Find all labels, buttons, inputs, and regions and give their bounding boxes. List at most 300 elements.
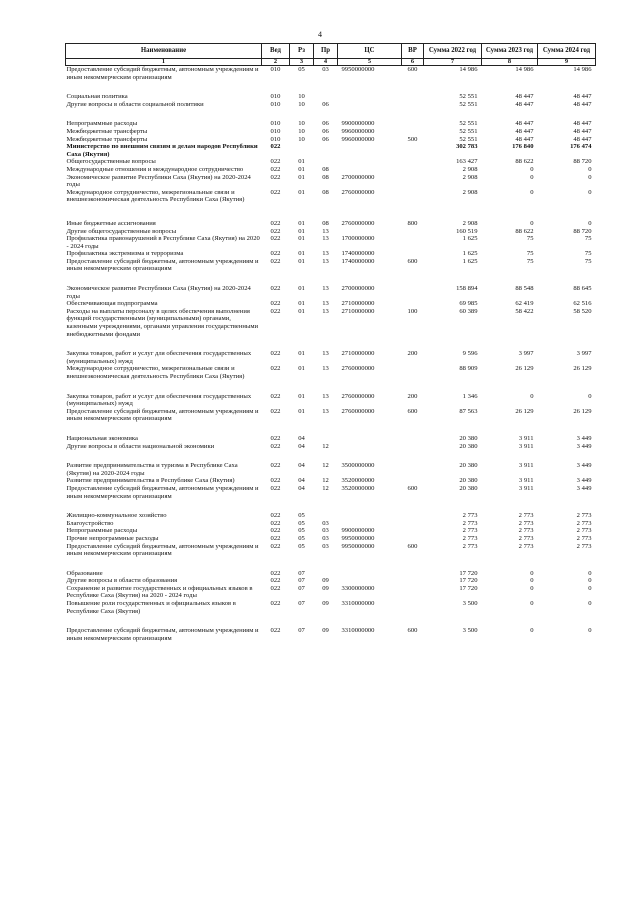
row-sum-2022: 2 773 bbox=[462, 534, 478, 542]
row-vr: 600 bbox=[407, 484, 418, 492]
row-pr: 13 bbox=[322, 407, 329, 415]
row-pr: 13 bbox=[322, 250, 329, 258]
row-rz: 10 bbox=[298, 127, 305, 135]
row-name: Международное сотрудничество, межрегиональные связи и внешнеэкономическая деятельность Республики Саха (Якутия) bbox=[66, 188, 245, 204]
row-pr: 08 bbox=[322, 173, 329, 181]
row-vr: 600 bbox=[407, 542, 418, 550]
row-ved: 010 bbox=[270, 93, 281, 101]
row-rz: 07 bbox=[298, 577, 305, 585]
row-rz: 01 bbox=[298, 285, 305, 293]
row-sum-2023: 62 419 bbox=[515, 300, 534, 308]
row-name: Межбюджетные трансферты bbox=[66, 135, 148, 143]
row-sum-2023: 75 bbox=[526, 250, 534, 258]
row-vr bbox=[402, 143, 424, 158]
row-pr: 13 bbox=[322, 257, 329, 265]
row-sum-2023: 0 bbox=[530, 627, 534, 635]
row-cs bbox=[338, 143, 402, 158]
row-pr: 13 bbox=[322, 235, 329, 243]
table-row bbox=[66, 143, 596, 158]
row-name: Закупка товаров, работ и услуг для обеспечения государственных (муниципальных) нужд bbox=[66, 350, 252, 365]
header-row bbox=[66, 44, 596, 59]
row-sum-2024: 0 bbox=[588, 584, 592, 592]
row-pr bbox=[314, 93, 338, 101]
row-sum-2023: 0 bbox=[530, 188, 534, 196]
row-vr bbox=[402, 120, 424, 128]
row-ved: 022 bbox=[270, 219, 281, 227]
row-sum-2023: 2 773 bbox=[518, 512, 534, 520]
row-sum-2022: 2 908 bbox=[462, 173, 478, 181]
row-pr bbox=[314, 143, 338, 158]
row-name: Образование bbox=[66, 569, 103, 577]
row-rz: 01 bbox=[298, 219, 305, 227]
budget-table bbox=[65, 43, 596, 642]
row-rz: 01 bbox=[298, 227, 305, 235]
row-sum-2022: 9 596 bbox=[462, 350, 478, 358]
row-sum-2022: 87 563 bbox=[459, 407, 478, 415]
table-row bbox=[66, 93, 596, 101]
table-row bbox=[66, 477, 596, 485]
table-row bbox=[66, 120, 596, 128]
row-cs bbox=[338, 443, 402, 463]
row-sum-2023: 88 622 bbox=[515, 158, 534, 166]
table-row bbox=[66, 66, 596, 94]
table-row bbox=[66, 435, 596, 443]
row-pr: 03 bbox=[322, 527, 329, 535]
row-pr: 13 bbox=[322, 392, 329, 400]
row-sum-2022: 17 720 bbox=[459, 569, 478, 577]
row-name: Профилактика правонарушений в Республике Саха (Якутия) на 2020 - 2024 годы bbox=[66, 235, 260, 250]
row-sum-2023: 0 bbox=[530, 219, 534, 227]
row-sum-2024: 2 773 bbox=[576, 542, 592, 550]
row-cs bbox=[338, 158, 402, 166]
table-row bbox=[66, 600, 596, 627]
row-cs bbox=[338, 577, 402, 585]
row-rz: 01 bbox=[298, 257, 305, 265]
row-pr bbox=[314, 435, 338, 443]
row-sum-2022: 1 346 bbox=[462, 392, 478, 400]
row-cs bbox=[338, 570, 402, 578]
row-sum-2023: 0 bbox=[530, 392, 534, 400]
row-sum-2023: 3 997 bbox=[518, 350, 534, 358]
table-row bbox=[66, 585, 596, 600]
row-rz: 04 bbox=[298, 434, 305, 442]
row-ved: 022 bbox=[270, 577, 281, 585]
row-pr: 12 bbox=[322, 477, 329, 485]
row-sum-2022: 17 720 bbox=[459, 577, 478, 585]
row-ved: 022 bbox=[270, 462, 281, 470]
row-pr: 13 bbox=[322, 365, 329, 373]
column-number: 1 bbox=[66, 59, 262, 66]
row-ved: 022 bbox=[270, 434, 281, 442]
row-sum-2024: 2 773 bbox=[576, 512, 592, 520]
row-cs: 3520000000 bbox=[341, 484, 375, 492]
row-name: Общегосударственные вопросы bbox=[66, 158, 156, 166]
row-rz: 01 bbox=[298, 307, 305, 315]
row-ved: 010 bbox=[270, 135, 281, 143]
row-cs: 1740000000 bbox=[341, 250, 375, 258]
row-ved: 022 bbox=[270, 542, 281, 550]
row-sum-2024: 26 129 bbox=[573, 407, 592, 415]
row-ved: 022 bbox=[270, 188, 281, 196]
table-row bbox=[66, 462, 596, 477]
table-row bbox=[66, 570, 596, 578]
row-rz: 05 bbox=[298, 534, 305, 542]
row-rz: 04 bbox=[298, 462, 305, 470]
row-vr bbox=[402, 228, 424, 236]
row-pr: 13 bbox=[322, 350, 329, 358]
row-pr: 03 bbox=[322, 519, 329, 527]
row-rz: 10 bbox=[298, 93, 305, 101]
row-pr: 09 bbox=[322, 600, 329, 608]
row-name: Предоставление субсидий бюджетным, автономным учреждениям и иным некоммерческим организациям bbox=[66, 542, 259, 558]
row-ved: 022 bbox=[270, 165, 281, 173]
row-pr: 13 bbox=[322, 300, 329, 308]
row-sum-2022: 160 519 bbox=[456, 227, 478, 235]
row-pr: 03 bbox=[322, 534, 329, 542]
row-ved: 010 bbox=[262, 66, 290, 94]
row-pr: 06 bbox=[322, 127, 329, 135]
row-cs bbox=[338, 520, 402, 528]
row-vr bbox=[402, 235, 424, 250]
row-sum-2022: 20 380 bbox=[459, 442, 478, 450]
row-sum-2023: 0 bbox=[530, 173, 534, 181]
row-sum-2023: 26 129 bbox=[515, 365, 534, 373]
row-ved: 022 bbox=[270, 534, 281, 542]
row-sum-2024: 58 520 bbox=[573, 307, 592, 315]
table-row bbox=[66, 101, 596, 121]
row-ved: 022 bbox=[270, 365, 281, 373]
row-sum-2022: 158 894 bbox=[456, 285, 478, 293]
table-row bbox=[66, 189, 596, 220]
row-vr: 600 bbox=[402, 66, 424, 94]
row-vr bbox=[402, 285, 424, 300]
header-cell: Пр bbox=[314, 44, 338, 59]
row-sum-2023: 75 bbox=[526, 257, 534, 265]
row-sum-2022: 2 773 bbox=[462, 519, 478, 527]
row-name: Обеспечивающая подпрограмма bbox=[66, 300, 158, 308]
row-cs: 2710000000 bbox=[341, 350, 375, 358]
row-rz: 01 bbox=[298, 365, 305, 373]
row-sum-2024: 3 449 bbox=[576, 462, 592, 470]
row-sum-2024: 48 447 bbox=[573, 120, 592, 128]
table-row bbox=[66, 220, 596, 228]
row-sum-2022: 20 380 bbox=[459, 462, 478, 470]
table-row bbox=[66, 443, 596, 463]
row-sum-2022: 3 500 bbox=[462, 600, 478, 608]
row-rz: 05 bbox=[290, 66, 314, 94]
row-rz: 10 bbox=[298, 120, 305, 128]
row-name: Сохранение и развитие государственных и официальных языков в Республике Саха (Якутия) на 2020 - 2024 годы bbox=[66, 584, 253, 600]
row-cs: 9960000000 bbox=[341, 127, 375, 135]
table-row bbox=[66, 300, 596, 308]
row-pr: 13 bbox=[322, 307, 329, 315]
row-name: Предоставление субсидий бюджетным, автономным учреждениям и иным некоммерческим организациям bbox=[66, 66, 262, 94]
row-sum-2024: 48 447 bbox=[573, 93, 592, 101]
row-sum-2023: 58 422 bbox=[515, 307, 534, 315]
row-sum-2024: 0 bbox=[588, 577, 592, 585]
row-rz: 01 bbox=[298, 188, 305, 196]
row-vr bbox=[402, 585, 424, 600]
row-sum-2022: 69 985 bbox=[459, 300, 478, 308]
row-sum-2022: 52 551 bbox=[459, 93, 478, 101]
row-vr bbox=[402, 93, 424, 101]
row-sum-2023: 3 911 bbox=[518, 442, 534, 450]
row-sum-2023: 0 bbox=[530, 165, 534, 173]
row-pr bbox=[314, 570, 338, 578]
table-row bbox=[66, 485, 596, 512]
row-pr bbox=[314, 158, 338, 166]
row-sum-2022: 88 909 bbox=[459, 365, 478, 373]
row-sum-2024: 75 bbox=[584, 250, 592, 258]
row-pr: 08 bbox=[322, 165, 329, 173]
row-pr: 06 bbox=[322, 100, 329, 108]
row-sum-2024: 0 bbox=[588, 188, 592, 196]
table-row bbox=[66, 535, 596, 543]
row-name: Профилактика экстремизма и терроризма bbox=[66, 250, 184, 258]
row-vr: 200 bbox=[407, 392, 418, 400]
row-ved: 022 bbox=[270, 477, 281, 485]
row-ved: 022 bbox=[270, 627, 281, 635]
header-cell: Сумма 2022 год bbox=[424, 44, 482, 59]
row-rz: 01 bbox=[298, 158, 305, 166]
table-row bbox=[66, 174, 596, 189]
row-ved: 022 bbox=[270, 285, 281, 293]
row-rz: 05 bbox=[298, 512, 305, 520]
row-rz: 04 bbox=[298, 477, 305, 485]
row-pr: 12 bbox=[322, 462, 329, 470]
row-name: Социальная политика bbox=[66, 93, 128, 101]
header-cell: ВР bbox=[402, 44, 424, 59]
row-vr bbox=[402, 189, 424, 220]
header-cell: Сумма 2024 год bbox=[538, 44, 596, 59]
row-name: Межбюджетные трансферты bbox=[66, 127, 148, 135]
row-ved: 022 bbox=[270, 584, 281, 592]
row-sum-2023: 26 129 bbox=[515, 407, 534, 415]
column-number: 5 bbox=[338, 59, 402, 66]
header-cell: Наименование bbox=[66, 44, 262, 59]
header-cell: ЦС bbox=[338, 44, 402, 59]
row-rz: 01 bbox=[298, 350, 305, 358]
table-row bbox=[66, 158, 596, 166]
row-name: Другие вопросы в области национальной экономики bbox=[66, 442, 215, 450]
row-vr bbox=[402, 435, 424, 443]
row-vr: 600 bbox=[407, 627, 418, 635]
row-ved: 022 bbox=[270, 407, 281, 415]
row-cs bbox=[338, 435, 402, 443]
row-pr: 09 bbox=[322, 577, 329, 585]
row-ved: 022 bbox=[270, 442, 281, 450]
row-sum-2024: 0 bbox=[588, 173, 592, 181]
row-sum-2022: 163 427 bbox=[456, 158, 478, 166]
row-cs: 9960000000 bbox=[341, 135, 375, 143]
header-cell: Сумма 2023 год bbox=[482, 44, 538, 59]
row-sum-2024: 62 516 bbox=[573, 300, 592, 308]
row-sum-2022: 1 625 bbox=[462, 250, 478, 258]
row-ved: 022 bbox=[270, 512, 281, 520]
row-pr: 09 bbox=[322, 584, 329, 592]
table-row bbox=[66, 258, 596, 285]
row-sum-2022: 52 551 bbox=[459, 120, 478, 128]
row-pr: 08 bbox=[322, 219, 329, 227]
row-rz: 01 bbox=[298, 300, 305, 308]
row-name: Непрограммные расходы bbox=[66, 527, 138, 535]
row-sum-2022: 2 908 bbox=[462, 219, 478, 227]
row-sum-2024: 0 bbox=[588, 600, 592, 608]
row-name: Развитие предпринимательства в Республике Саха (Якутия) bbox=[66, 477, 235, 485]
table-row bbox=[66, 350, 596, 365]
row-sum-2024: 0 bbox=[588, 219, 592, 227]
row-ved: 022 bbox=[270, 257, 281, 265]
row-sum-2022: 60 389 bbox=[459, 307, 478, 315]
row-vr bbox=[402, 166, 424, 174]
row-sum-2024: 0 bbox=[588, 392, 592, 400]
column-number: 6 bbox=[402, 59, 424, 66]
table-row bbox=[66, 128, 596, 136]
header-cell: Вед bbox=[262, 44, 290, 59]
row-sum-2023: 3 911 bbox=[518, 477, 534, 485]
row-pr: 13 bbox=[322, 227, 329, 235]
row-sum-2024: 88 720 bbox=[573, 158, 592, 166]
table-row bbox=[66, 512, 596, 520]
row-vr bbox=[402, 101, 424, 121]
row-cs: 9950000000 bbox=[341, 542, 375, 550]
row-ved: 022 bbox=[270, 600, 281, 608]
row-name: Жилищно-коммунальное хозяйство bbox=[66, 512, 167, 520]
row-cs bbox=[338, 166, 402, 174]
row-sum-2022: 14 986 bbox=[424, 66, 482, 94]
row-sum-2022: 20 380 bbox=[459, 484, 478, 492]
row-rz: 07 bbox=[298, 569, 305, 577]
row-sum-2023: 48 447 bbox=[515, 135, 534, 143]
row-pr: 03 bbox=[322, 542, 329, 550]
row-vr bbox=[402, 520, 424, 528]
table-row bbox=[66, 627, 596, 642]
row-rz: 04 bbox=[298, 484, 305, 492]
row-cs: 9950000000 bbox=[338, 66, 402, 94]
table-row bbox=[66, 527, 596, 535]
row-sum-2024: 88 645 bbox=[573, 285, 592, 293]
column-number: 8 bbox=[482, 59, 538, 66]
row-sum-2022: 2 908 bbox=[462, 165, 478, 173]
row-ved: 022 bbox=[270, 392, 281, 400]
row-rz: 07 bbox=[298, 627, 305, 635]
row-sum-2023: 0 bbox=[530, 600, 534, 608]
row-sum-2022: 1 625 bbox=[462, 257, 478, 265]
row-cs: 1700000000 bbox=[341, 235, 375, 243]
row-sum-2023: 0 bbox=[530, 584, 534, 592]
row-sum-2024: 0 bbox=[588, 627, 592, 635]
row-pr: 09 bbox=[322, 627, 329, 635]
row-ved: 022 bbox=[270, 519, 281, 527]
row-vr bbox=[402, 577, 424, 585]
row-ved: 022 bbox=[270, 143, 281, 151]
row-cs: 2760000000 bbox=[341, 219, 375, 227]
row-name: Предоставление субсидий бюджетным, автономным учреждениям и иным некоммерческим организациям bbox=[66, 484, 259, 500]
row-cs: 9900000000 bbox=[341, 527, 375, 535]
row-vr bbox=[402, 128, 424, 136]
row-sum-2023: 88 622 bbox=[515, 227, 534, 235]
row-rz: 04 bbox=[298, 442, 305, 450]
row-cs: 2710000000 bbox=[341, 300, 375, 308]
row-vr: 500 bbox=[407, 135, 418, 143]
row-sum-2023: 3 911 bbox=[518, 462, 534, 470]
row-name: Расходы на выплаты персоналу в целях обеспечения выполнения функций государственными (муниципальными) органами, казенными учреждениями, органами управления государственными внебюджетными фондами bbox=[66, 307, 259, 338]
table-row bbox=[66, 235, 596, 250]
row-cs: 9900000000 bbox=[341, 120, 375, 128]
row-sum-2024: 3 449 bbox=[576, 484, 592, 492]
row-cs: 3300000000 bbox=[341, 584, 375, 592]
row-rz: 07 bbox=[298, 600, 305, 608]
table-row bbox=[66, 250, 596, 258]
row-sum-2022: 20 380 bbox=[459, 434, 478, 442]
row-name: Закупка товаров, работ и услуг для обеспечения государственных (муниципальных) нужд bbox=[66, 392, 252, 408]
row-sum-2023: 2 773 bbox=[518, 519, 534, 527]
row-pr: 12 bbox=[322, 484, 329, 492]
row-vr bbox=[402, 300, 424, 308]
row-sum-2022: 302 783 bbox=[456, 143, 478, 151]
row-cs bbox=[338, 101, 402, 121]
column-number: 2 bbox=[262, 59, 290, 66]
row-sum-2022: 17 720 bbox=[459, 584, 478, 592]
row-sum-2024: 2 773 bbox=[576, 527, 592, 535]
row-ved: 022 bbox=[270, 527, 281, 535]
row-sum-2023: 48 447 bbox=[515, 93, 534, 101]
row-cs: 2700000000 bbox=[341, 285, 375, 293]
row-name: Повышение роли государственных и официальных языков в Республике Саха (Якутия) bbox=[66, 600, 236, 615]
row-vr bbox=[402, 512, 424, 520]
row-cs: 2710000000 bbox=[341, 307, 375, 315]
row-sum-2024: 2 773 bbox=[576, 519, 592, 527]
row-pr: 13 bbox=[322, 285, 329, 293]
row-ved: 022 bbox=[270, 250, 281, 258]
row-sum-2023: 14 986 bbox=[482, 66, 538, 94]
row-name: Развитие предпринимательства и туризма в Республике Саха (Якутия) на 2020-2024 годы bbox=[66, 462, 238, 477]
row-sum-2024: 176 474 bbox=[570, 143, 592, 151]
row-sum-2023: 3 911 bbox=[518, 484, 534, 492]
row-cs: 3500000000 bbox=[341, 462, 375, 470]
row-sum-2024: 2 773 bbox=[576, 534, 592, 542]
row-cs: 3310000000 bbox=[341, 600, 375, 608]
row-sum-2024: 48 447 bbox=[573, 127, 592, 135]
row-name: Международное сотрудничество, межрегиональные связи и внешнеэкономическая деятельность Республики Саха (Якутия) bbox=[66, 365, 245, 380]
row-cs: 2760000000 bbox=[341, 188, 375, 196]
row-vr bbox=[402, 174, 424, 189]
row-vr: 600 bbox=[407, 407, 418, 415]
row-cs: 2760000000 bbox=[341, 407, 375, 415]
row-ved: 022 bbox=[270, 569, 281, 577]
row-sum-2022: 52 551 bbox=[459, 135, 478, 143]
row-ved: 022 bbox=[270, 484, 281, 492]
row-rz: 05 bbox=[298, 519, 305, 527]
row-pr: 06 bbox=[322, 135, 329, 143]
table-row bbox=[66, 285, 596, 300]
table-row bbox=[66, 577, 596, 585]
row-sum-2024: 48 447 bbox=[573, 135, 592, 143]
row-rz: 01 bbox=[298, 392, 305, 400]
row-cs: 2760000000 bbox=[341, 392, 375, 400]
table-row bbox=[66, 408, 596, 435]
row-sum-2023: 88 548 bbox=[515, 285, 534, 293]
row-name: Международные отношения и международное сотрудничество bbox=[66, 165, 244, 173]
row-rz: 01 bbox=[298, 173, 305, 181]
row-vr bbox=[402, 250, 424, 258]
row-pr: 08 bbox=[322, 188, 329, 196]
row-name: Благоустройство bbox=[66, 519, 114, 527]
row-name: Экономическое развитие Республики Саха (Якутия) на 2020-2024 годы bbox=[66, 285, 251, 300]
row-cs: 3520000000 bbox=[341, 477, 375, 485]
row-vr bbox=[402, 477, 424, 485]
table-body bbox=[66, 66, 596, 643]
